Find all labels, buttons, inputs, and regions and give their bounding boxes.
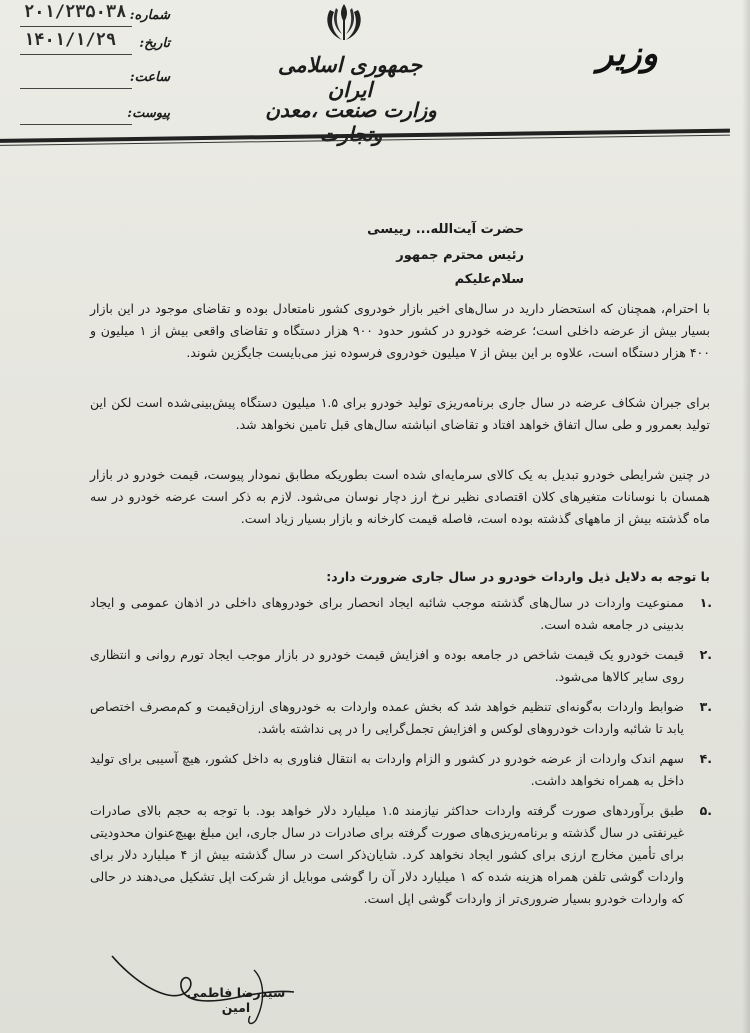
list-item-number: .۳	[699, 699, 712, 714]
paragraph-2: برای جبران شکاف عرضه در سال جاری برنامه‌ریزی تولید خودرو برای ۱.۵ میلیون دستگاه پیش‌بینی‌شده است لکن این تولید بعمرور و طی سال اتفاق خواهد افتاد و تقاضای انباشته سال‌های قبل تامین نخواهد شد.	[90, 395, 710, 432]
number-value: ۲۰۱/۲۳۵۰۳۸	[24, 2, 127, 22]
reason-list	[90, 592, 710, 910]
list-item-text: قیمت خودرو یک قیمت شاخص در جامعه بوده و افزایش قیمت خودرو در بازار موجب ایجاد تورم روانی و انتظاری روی سایر کالاها می‌شود.	[90, 647, 684, 684]
letter-time-field	[20, 70, 170, 92]
date-value: ۱۴۰۱/۱/۲۹	[24, 30, 117, 50]
number-label: شماره:	[129, 8, 170, 23]
republic-title: جمهوری اسلامی ایران	[277, 52, 423, 102]
paper-edge-shadow	[742, 0, 750, 1033]
recipient-greeting: سلام‌علیکم	[454, 272, 524, 287]
paragraph-4: با توجه به دلایل ذیل واردات خودرو در سال جاری ضرورت دارد:	[326, 569, 710, 584]
list-item	[90, 800, 710, 910]
date-label: تاریخ:	[139, 36, 170, 51]
time-label: ساعت:	[129, 70, 170, 85]
paragraph-3: در چنین شرایطی خودرو تبدیل به یک کالای سرمایه‌ای شده است بطوریکه مطابق نمودار پیوست، قیمت خودرو در بازار همسان با نوسانات متغیرهای کلان اقتصادی نظیر نرخ ارز دچار نوسان می‌شود. لازم به ذکر است عرضه خودرو در سه ماه گذشته بیش از ماههای گذشته بوده است، فاصله قیمت کارخانه و بازار بسیار زیاد است.	[90, 467, 710, 526]
list-item	[90, 592, 710, 636]
list-item-text: ممنوعیت واردات در سال‌های گذشته موجب شائبه ایجاد انحصار برای خودروهای داخلی در اذهان عمومی و ایجاد بدبینی در جامعه شده است.	[90, 595, 684, 632]
letter-date-field	[20, 30, 170, 58]
list-item	[90, 644, 710, 688]
list-item-text: سهم اندک واردات از عرضه خودرو در کشور و الزام واردات به انتقال فناوری به داخل کشور، هیچ آسیبی برای تولید داخل به همراه نخواهد داشت.	[90, 751, 684, 788]
recipient-line-2: رئیس محترم جمهور	[396, 248, 524, 263]
recipient-line-1: حضرت آیت‌الله... رییسی	[367, 222, 524, 237]
list-item-number: .۲	[699, 647, 712, 662]
attachment-label: پیوست:	[127, 106, 170, 121]
list-item-number: .۱	[699, 595, 712, 610]
letter-attachment-field	[20, 106, 170, 128]
list-item	[90, 696, 710, 740]
emblem-icon	[322, 2, 366, 42]
signatory-name: سیدرضا فاطمی امین	[186, 985, 286, 1015]
ministry-title: وزارت صنعت ،معدن	[265, 98, 437, 122]
letter-number-field	[20, 2, 170, 30]
list-item-text: طبق برآوردهای صورت گرفته واردات حداکثر نیازمند ۱.۵ میلیارد دلار خواهد بود. با توجه به حجم بالای صادرات غیرنفتی در سال گذشته و برنامه‌ریزی‌های صورت گرفته برای صادرات در سال جاری، این مبلغ بهیچ‌عنوان محدودیتی برای تأمین مخارج ارزی برای کشور ایجاد نخواهد کرد. شایان‌ذکر است در سال گذشته بیش از ۴ میلیارد دلار برای واردات گوشی تلفن همراه هزینه شده که ۱ میلیارد دلار آن را گوشی موبایل از شرکت اپل تشکیل می‌دهند در حالی که واردات خودرو بسیار ضروری‌تر از واردات گوشی اپل است.	[90, 803, 684, 906]
minister-title: وزیر	[596, 34, 658, 74]
list-item-number: .۴	[699, 751, 712, 766]
list-item-text: ضوابط واردات به‌گونه‌ای تنظیم خواهد شد که بخش عمده واردات به خودروهای ارزان‌قیمت و کم‌مصرف اختصاص یابد تا شائبه واردات خودروهای لوکس و افزایش تجمل‌گرایی را در پی نداشته باشد.	[90, 699, 684, 736]
paragraph-1: با احترام، همچنان که استحضار دارید در سال‌های اخیر بازار خودروی کشور نامتعادل بوده و تقاضای موجود در این بازار بسیار بیش از عرضه داخلی است؛ عرضه خودرو در کشور حدود ۹۰۰ هزار دستگاه و تقاضای واقعی بیش از ۱ میلیون و ۴۰۰ هزار دستگاه است، علاوه بر این بیش از ۷ میلیون خودروی فرسوده نیز می‌بایست جایگزین شوند.	[90, 301, 711, 360]
list-item	[90, 748, 710, 792]
list-item-number: .۵	[699, 803, 712, 818]
